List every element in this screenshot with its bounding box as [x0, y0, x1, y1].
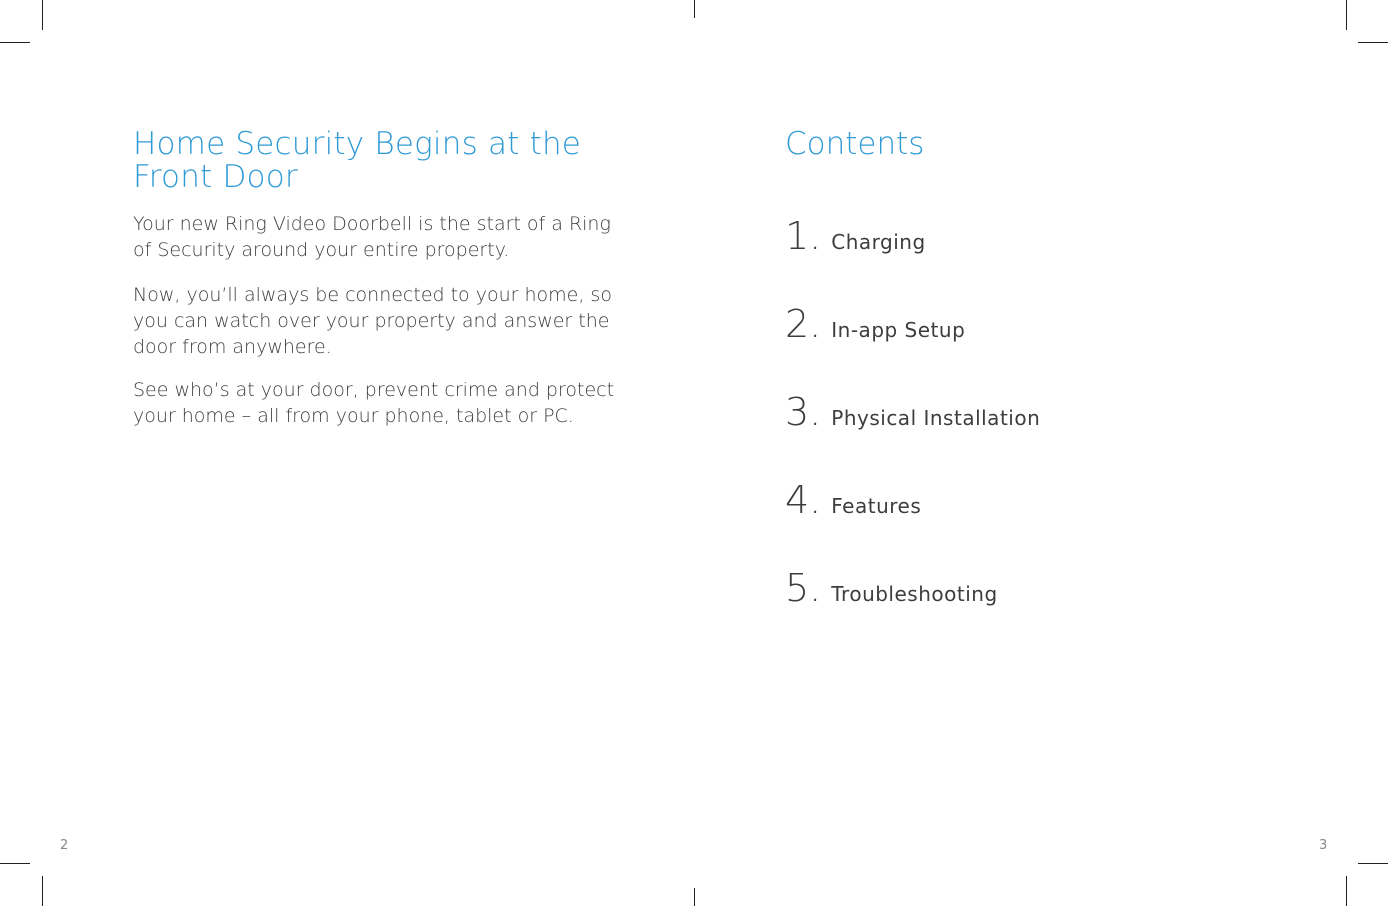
crop-mark [42, 0, 43, 30]
page-number: 3 [1319, 838, 1328, 853]
toc-label: Physical Installation [831, 406, 1041, 430]
intro-paragraph: Your new Ring Video Doorbell is the start of a Ring of Security around your entire property. [133, 213, 611, 261]
crop-mark [694, 0, 695, 18]
crop-mark [1346, 0, 1347, 30]
toc-number: 5. [785, 566, 822, 610]
toc-number: 4. [785, 478, 822, 522]
toc-item-features[interactable] [785, 478, 921, 528]
page-number: 2 [60, 838, 69, 853]
crop-mark [1346, 876, 1347, 906]
toc-item-physical-installation[interactable] [785, 390, 1040, 440]
toc-label: In-app Setup [831, 318, 966, 342]
toc-number: 2. [785, 302, 822, 346]
intro-paragraph: See who’s at your door, prevent crime and protect your home – all from your phone, tablet or PC. [133, 379, 615, 427]
toc-number: 3. [785, 390, 822, 434]
intro-paragraph: Now, you’ll always be connected to your home, so you can watch over your property and answer the door from anywhere. [133, 284, 612, 358]
toc-number: 1. [785, 214, 822, 258]
toc-item-charging[interactable] [785, 214, 926, 264]
crop-mark [1358, 863, 1388, 864]
crop-mark [694, 888, 695, 906]
crop-mark [0, 863, 30, 864]
crop-mark [42, 876, 43, 906]
crop-mark [0, 42, 30, 43]
toc-item-in-app-setup[interactable] [785, 302, 965, 352]
toc-label: Charging [831, 230, 926, 254]
toc-label: Features [831, 494, 922, 518]
crop-mark [1358, 42, 1388, 43]
page-title: Home Security Begins at the Front Door [133, 126, 582, 195]
toc-item-troubleshooting[interactable] [785, 566, 998, 616]
toc-label: Troubleshooting [831, 582, 998, 606]
contents-title: Contents [785, 126, 925, 162]
